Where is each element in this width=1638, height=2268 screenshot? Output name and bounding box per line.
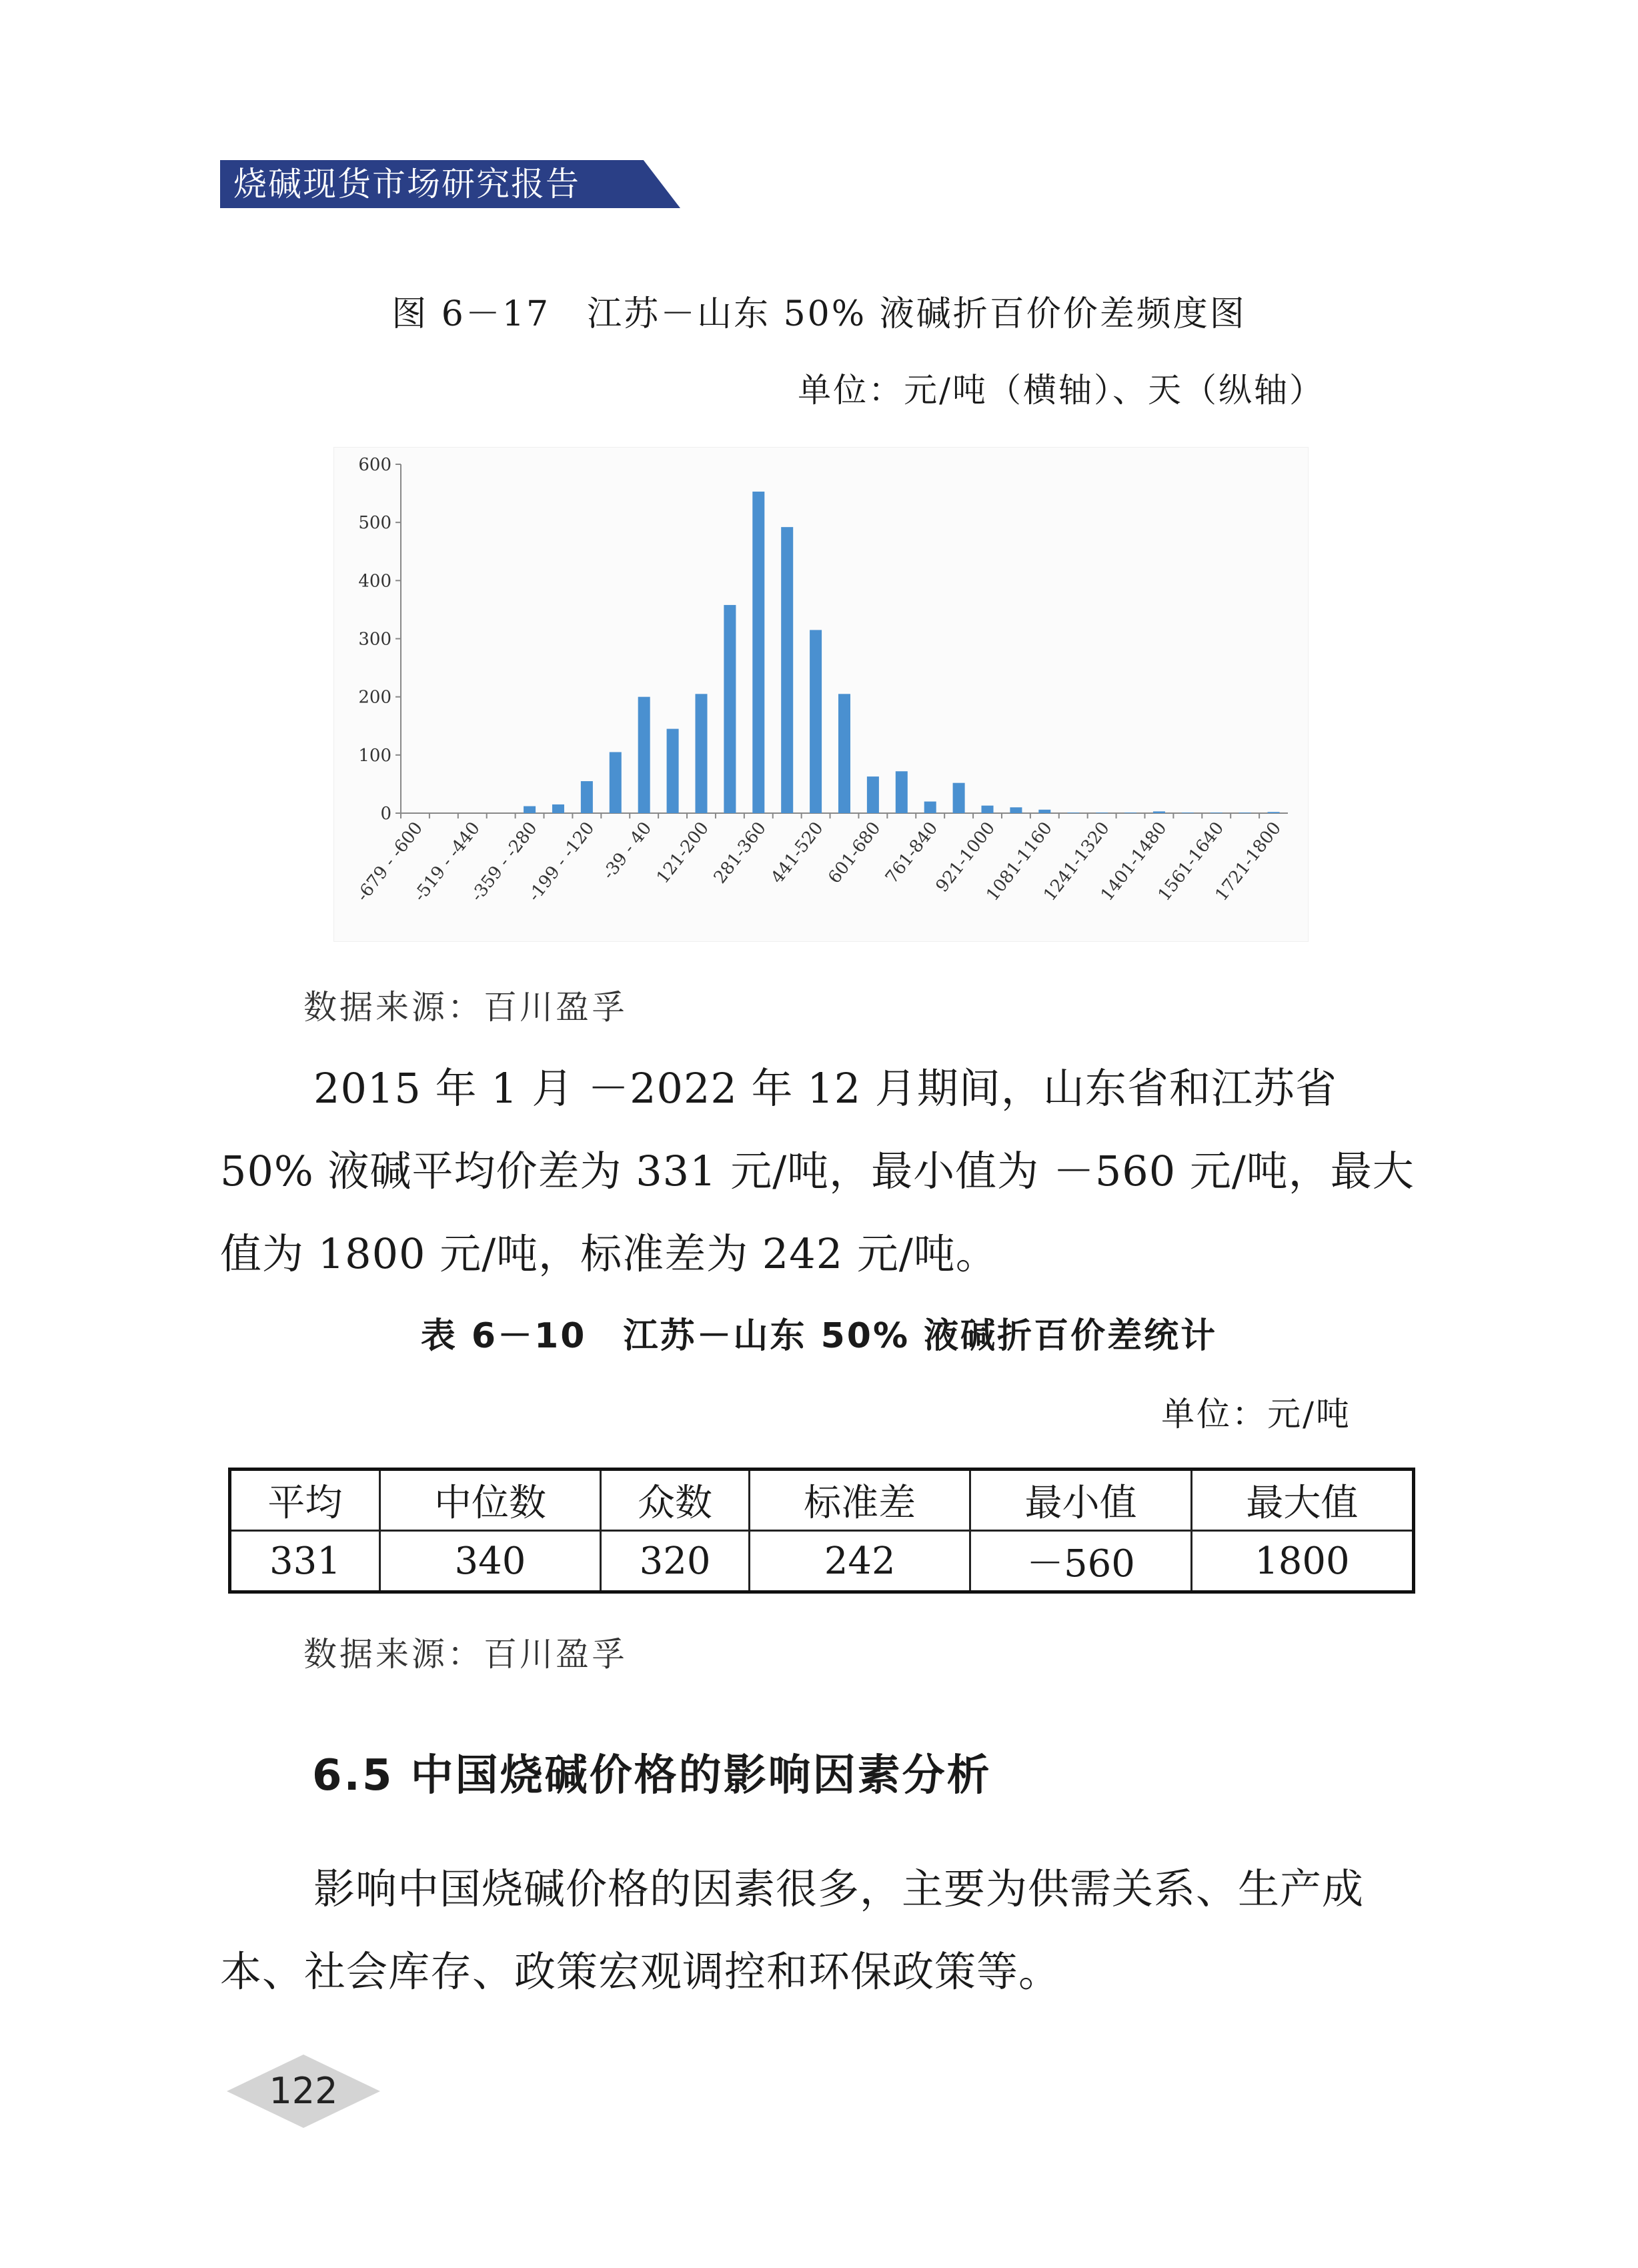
y-tick-label: 200: [358, 687, 391, 708]
histogram-bar: [1239, 812, 1251, 813]
x-tick-label: -679 - -600: [352, 818, 427, 906]
table-source: 数据来源：百川盈孚: [303, 1635, 628, 1674]
histogram-bar: [1153, 811, 1165, 813]
header-cell: 标准差: [749, 1470, 970, 1531]
histogram-bar: [752, 492, 764, 813]
x-tick-label: 1401-1480: [1096, 818, 1171, 905]
header-cell: 中位数: [379, 1470, 600, 1531]
x-tick-label: -359 - -280: [467, 818, 542, 906]
y-tick-label: 0: [380, 804, 391, 824]
x-tick-label: -199 - -120: [524, 818, 599, 906]
stats-table: [228, 1468, 1415, 1594]
y-tick-label: 500: [358, 513, 391, 534]
histogram-bar: [953, 783, 965, 813]
histogram-bar: [1038, 810, 1050, 813]
histogram-bar: [1067, 812, 1079, 813]
x-tick-label: 1081-1160: [982, 818, 1056, 905]
figure-caption: 图 6－17 江苏－山东 50% 液碱折百价价差频度图: [391, 294, 1247, 334]
x-tick-label: 1561-1640: [1154, 818, 1228, 905]
histogram-bar: [1210, 812, 1222, 813]
histogram-bar: [1182, 812, 1194, 813]
running-header-title: 烧碱现货市场研究报告: [233, 165, 580, 203]
section-title: 6.5 中国烧碱价格的影响因素分析: [312, 1751, 992, 1800]
chart-svg: [334, 448, 1308, 941]
x-tick-label: 441-520: [767, 818, 828, 888]
header-cell: 平均: [230, 1470, 380, 1531]
x-tick-label: 921-1000: [932, 818, 1000, 897]
header-cell: 最小值: [970, 1470, 1191, 1531]
x-tick-label: -39 - 40: [598, 818, 656, 884]
x-tick-label: 121-200: [652, 818, 713, 888]
histogram-bar: [896, 771, 908, 813]
table-cell: 242: [749, 1531, 970, 1592]
histogram-bar: [781, 527, 793, 813]
histogram-bar: [982, 806, 994, 813]
header-cell: 最大值: [1191, 1470, 1413, 1531]
histogram-bar: [638, 697, 650, 813]
histogram-bar: [838, 694, 850, 813]
histogram-bar: [695, 694, 707, 813]
page-number: 122: [269, 2070, 338, 2112]
body-paragraph: 2015 年 1 月 －2022 年 12 月期间，山东省和江苏省 50% 液碱平均价差为 331 元/吨，最小值为 －560 元/吨，最大值为 1800 元/吨，标准差为 242 元/吨。: [220, 1064, 1415, 1278]
histogram-bar: [867, 776, 879, 813]
table-cell: 331: [230, 1531, 380, 1592]
table-cell: 1800: [1191, 1531, 1413, 1592]
x-tick-label: 601-680: [824, 818, 885, 888]
section-paragraph: 影响中国烧碱价格的因素很多，主要为供需关系、生产成本、社会库存、政策宏观调控和环保政策等。: [220, 1864, 1365, 1996]
histogram-bar: [724, 605, 736, 813]
x-tick-label: 1241-1320: [1040, 818, 1114, 905]
x-tick-label: 761-840: [882, 818, 942, 888]
figure-source: 数据来源：百川盈孚: [303, 988, 628, 1027]
histogram-chart: [333, 447, 1309, 942]
table-cell: －560: [970, 1531, 1191, 1592]
table-caption: 表 6－10 江苏－山东 50% 液碱折百价差统计: [420, 1316, 1218, 1356]
histogram-bar: [552, 804, 564, 813]
histogram-bar: [1096, 812, 1108, 813]
y-tick-label: 300: [358, 629, 391, 650]
histogram-bar: [524, 806, 536, 813]
x-tick-label: 1721-1800: [1211, 818, 1286, 905]
histogram-bar: [581, 781, 593, 813]
figure-unit: 单位：元/吨（横轴）、天（纵轴）: [798, 371, 1325, 410]
histogram-bar: [1268, 812, 1280, 813]
x-tick-label: -519 - -440: [410, 818, 484, 906]
y-tick-label: 600: [358, 455, 391, 475]
histogram-bar: [610, 752, 622, 813]
table-header-row: [230, 1470, 1414, 1531]
y-tick-label: 400: [358, 571, 391, 592]
histogram-bar: [1124, 812, 1136, 813]
table-cell: 340: [379, 1531, 600, 1592]
y-tick-label: 100: [358, 745, 391, 766]
table-unit: 单位：元/吨: [1161, 1395, 1351, 1434]
histogram-bar: [924, 802, 936, 813]
table-row: [230, 1531, 1414, 1592]
histogram-bar: [810, 630, 822, 813]
header-cell: 众数: [601, 1470, 750, 1531]
histogram-bar: [667, 729, 679, 813]
table-cell: 320: [601, 1531, 750, 1592]
histogram-bar: [1010, 807, 1022, 813]
x-tick-label: 281-360: [710, 818, 770, 888]
